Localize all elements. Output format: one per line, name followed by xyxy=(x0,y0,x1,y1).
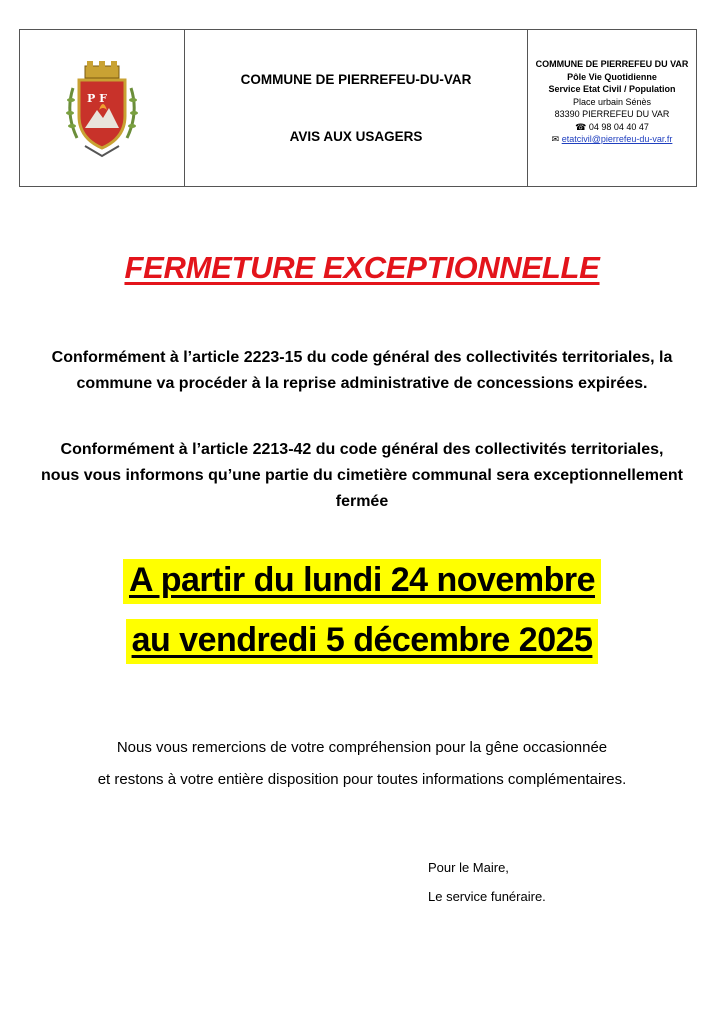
commune-title: COMMUNE DE PIERREFEU-DU-VAR xyxy=(240,72,472,87)
logo-cell xyxy=(20,30,185,186)
contact-pole: Pôle Vie Quotidienne xyxy=(567,71,657,82)
contact-cell xyxy=(528,30,696,186)
svg-text:P F: P F xyxy=(87,92,107,105)
contact-service: Service Etat Civil / Population xyxy=(548,84,676,94)
header-table xyxy=(19,29,697,187)
contact-email-row xyxy=(552,133,673,146)
date-line-2-block xyxy=(0,619,724,664)
phone-icon: ☎ xyxy=(575,121,587,132)
signature-line-2: Le service funéraire. xyxy=(428,889,546,904)
paragraph-1: Conformément à l’article 2223-15 du code général des collectivités territoriales, la commune va procéder à la reprise administrative de concessions expirées. xyxy=(51,349,673,392)
thanks-line-1: Nous vous remercions de votre compréhension pour la gêne occasionnée xyxy=(116,739,608,756)
notice-label: AVIS AUX USAGERS xyxy=(289,129,423,144)
signature-block xyxy=(428,853,546,911)
email-icon: ✉ xyxy=(551,134,560,144)
contact-org: COMMUNE DE PIERREFEU DU VAR xyxy=(535,59,689,69)
contact-phone: 04 98 04 40 47 xyxy=(588,121,649,132)
contact-city: 83390 PIERREFEU DU VAR xyxy=(554,109,670,119)
notice-title: FERMETURE EXCEPTIONNELLE xyxy=(124,250,600,285)
coat-of-arms-logo xyxy=(63,58,141,158)
paragraph-2: Conformément à l’article 2213-42 du code général des collectivités territoriales, nous vous informons qu’une partie du cimetière communal sera exceptionnellement fermée xyxy=(41,441,683,510)
thanks-line-2: et restons à votre entière disposition pour toutes informations complémentaires. xyxy=(97,771,627,788)
thanks-block xyxy=(0,732,724,796)
contact-email-link[interactable]: etatcivil@pierrefeu-du-var.fr xyxy=(561,134,673,144)
contact-phone-row xyxy=(575,121,649,134)
signature-line-1: Pour le Maire, xyxy=(428,860,509,875)
header-center-cell xyxy=(185,30,528,186)
contact-street: Place urbain Sénès xyxy=(572,96,652,107)
date-line-1: A partir du lundi 24 novembre xyxy=(123,559,601,604)
date-line-2: au vendredi 5 décembre 2025 xyxy=(126,619,599,664)
date-line-1-block xyxy=(0,559,724,604)
